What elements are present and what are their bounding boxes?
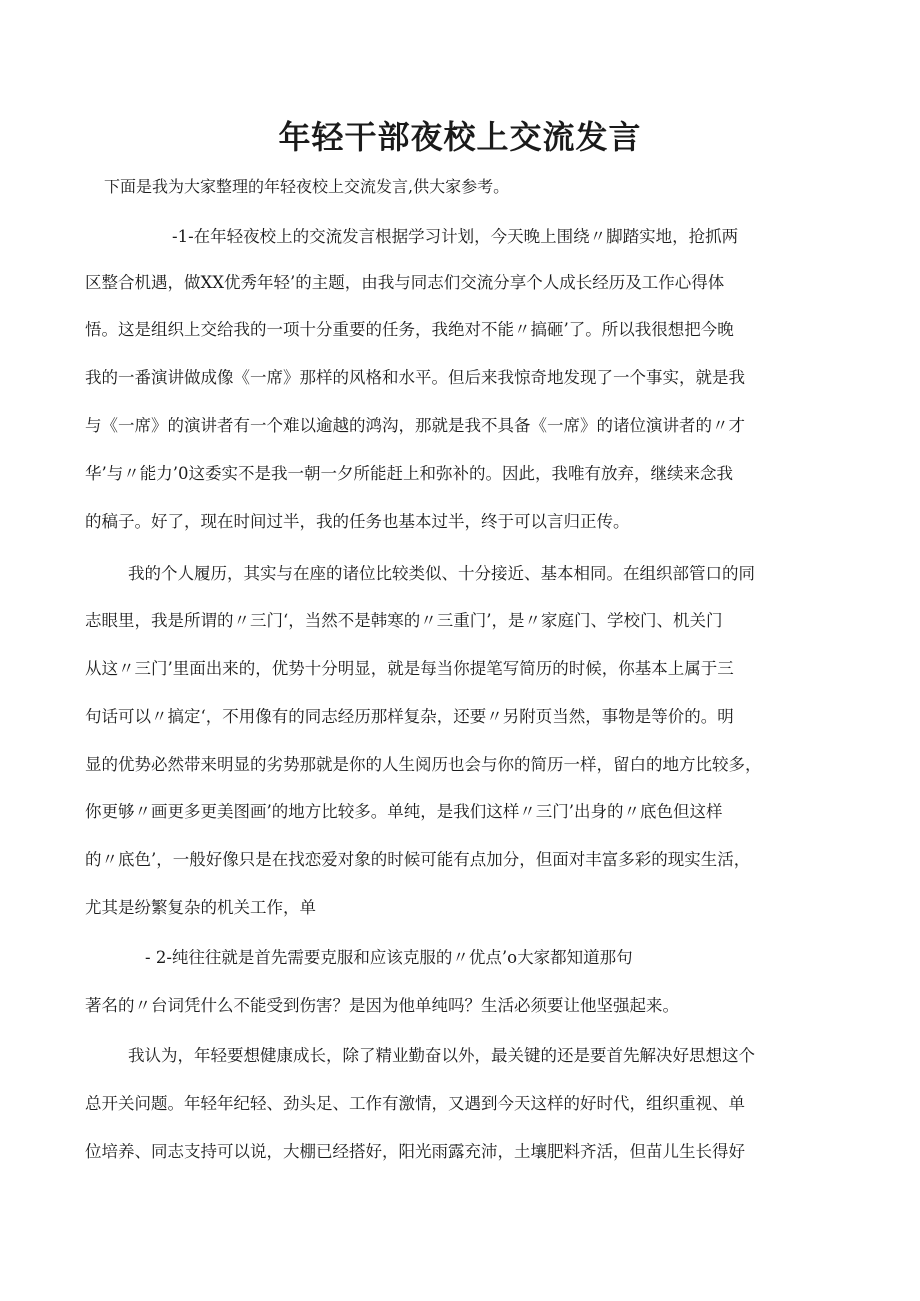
body-line: 悟。这是组织上交给我的一项十分重要的任务，我绝对不能〃搞砸’了。所以我很想把今晚 xyxy=(85,320,734,339)
body-line: 尤其是纷繁复杂的机关工作，单 xyxy=(85,898,316,917)
body-line: 我的个人履历，其实与在座的诸位比较类似、十分接近、基本相同。在组织部管口的同 xyxy=(128,564,755,583)
body-line: 我认为，年轻要想健康成长，除了精业勤奋以外，最关键的还是要首先解决好思想这个 xyxy=(128,1046,755,1065)
body-line: 从这〃三门’里面出来的，优势十分明显，就是每当你提笔写简历的时候，你基本上属于三 xyxy=(85,659,734,678)
body-line: 与《一席》的演讲者有一个难以逾越的鸿沟，那就是我不具备《一席》的诸位演讲者的〃才 xyxy=(85,416,745,435)
body-line: 句话可以〃搞定‘，不用像有的同志经历那样复杂，还要〃另附页当然，事物是等价的。明 xyxy=(85,707,734,726)
body-line: 的〃底色’，一般好像只是在找恋爱对象的时候可能有点加分，但面对丰富多彩的现实生活， xyxy=(85,850,751,869)
body-line: 志眼里，我是所谓的〃三门‘，当然不是韩寒的〃三重门’，是〃家庭门、学校门、机关门 xyxy=(85,611,723,630)
page-marker-1 xyxy=(172,224,738,250)
document-title: 年轻干部夜校上交流发言 xyxy=(278,118,642,156)
body-line: 你更够〃画更多更美图画’的地方比较多。单纯，是我们这样〃三门’出身的〃底色但这样 xyxy=(85,802,723,821)
body-line: 显的优势必然带来明显的劣势那就是你的人生阅历也会与你的简历一样，留白的地方比较多， xyxy=(85,755,762,774)
body-line: 总开关问题。年轻年纪轻、劲头足、工作有激情，又遇到今天这样的好时代，组织重视、单 xyxy=(85,1094,745,1113)
body-line: 我的一番演讲做成像《一席》那样的风格和水平。但后来我惊奇地发现了一个事实，就是我 xyxy=(85,368,745,387)
body-line: 纯往往就是首先需要克服和应该克服的〃优点’o大家都知道那句 xyxy=(171,948,633,967)
intro-text: 下面是我为大家整理的年轻夜校上交流发言,供大家参考。 xyxy=(104,177,510,196)
body-line: 位培养、同志支持可以说，大棚已经搭好，阳光雨露充沛，土壤肥料齐活，但苗儿生长得好 xyxy=(85,1142,745,1161)
body-line: 著名的〃台词凭什么不能受到伤害？是因为他单纯吗？生活必须要让他坚强起来。 xyxy=(85,996,679,1015)
page-marker-2 xyxy=(145,945,633,971)
body-line: 的稿子。好了，现在时间过半，我的任务也基本过半，终于可以言归正传。 xyxy=(85,512,630,531)
page-number-1: -1- xyxy=(172,227,194,246)
body-line: 在年轻夜校上的交流发言根据学习计划，今天晚上围绕〃脚踏实地，抢抓两 xyxy=(193,227,739,246)
page-number-2: - 2- xyxy=(145,948,172,967)
body-line: 华’与〃能力’0这委实不是我一朝一夕所能赶上和弥补的。因此，我唯有放弃，继续来念我 xyxy=(85,464,733,483)
body-line: 区整合机遇，做XX优秀年轻’的主题，由我与同志们交流分享个人成长经历及工作心得体 xyxy=(85,273,725,292)
